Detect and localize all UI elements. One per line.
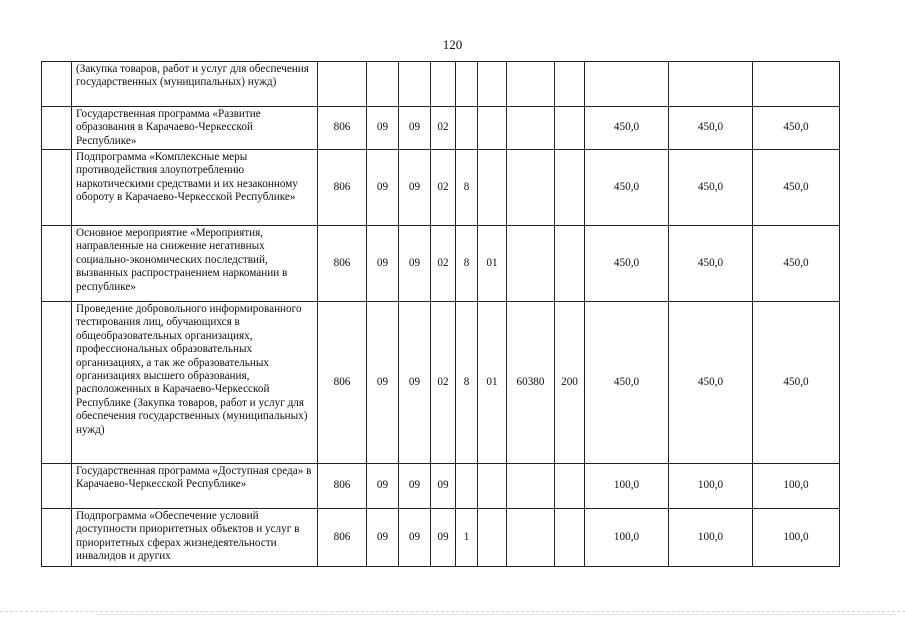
expense-type-cell: 200: [555, 302, 585, 464]
ministry-code-cell: 806: [318, 302, 367, 464]
event-code-cell: [478, 464, 507, 509]
section-code-cell: 09: [367, 509, 399, 567]
program-code-cell: 02: [431, 226, 456, 302]
amount-year1-cell: 100,0: [585, 464, 669, 509]
program-code-cell: 02: [431, 302, 456, 464]
amount-year1-cell: 100,0: [585, 509, 669, 567]
amount-year3-cell: 450,0: [753, 302, 840, 464]
ministry-code-cell: 806: [318, 509, 367, 567]
table-row: [42, 150, 840, 226]
program-code-cell: 09: [431, 509, 456, 567]
footer-divider-secondary: [96, 614, 896, 615]
section-code-cell: 09: [367, 464, 399, 509]
row-index-cell: [42, 302, 72, 464]
program-code-cell: 02: [431, 150, 456, 226]
amount-year1-cell: 450,0: [585, 302, 669, 464]
item-name-cell: Основное мероприятие «Мероприятия, направленные на снижение негативных социально-экономических последствий, вызванных распространением наркомании в республике»: [72, 226, 318, 302]
event-code-cell: 01: [478, 302, 507, 464]
item-name-cell: Проведение добровольного информированного тестирования лиц, обучающихся в общеобразовательных организациях, профессиональных образовательных организациях, а так же образовательных организациях высшего образования, расположенных в Карачаево-Черкесской Республике (Закупка товаров, работ и услуг для обеспечения государственных (муниципальных) нужд): [72, 302, 318, 464]
program-code-cell: 09: [431, 464, 456, 509]
item-name-cell: Подпрограмма «Комплексные меры противодействия злоупотреблению наркотическими средствами и их незаконному обороту в Карачаево-Черкесской Республике»: [72, 150, 318, 226]
expense-type-cell: [555, 150, 585, 226]
subsection-code-cell: 09: [399, 226, 431, 302]
amount-year2-cell: 450,0: [669, 150, 753, 226]
table-row: [42, 226, 840, 302]
amount-year2-cell: 100,0: [669, 464, 753, 509]
section-code-cell: 09: [367, 226, 399, 302]
ministry-code-cell: 806: [318, 464, 367, 509]
amount-year2-cell: 450,0: [669, 302, 753, 464]
table-row: [42, 107, 840, 150]
amount-year3-cell: 100,0: [753, 464, 840, 509]
section-code-cell: 09: [367, 107, 399, 150]
event-code-cell: [478, 62, 507, 107]
expense-type-cell: [555, 464, 585, 509]
row-index-cell: [42, 464, 72, 509]
page-number: 120: [442, 37, 463, 52]
section-code-cell: 09: [367, 302, 399, 464]
event-code-cell: 01: [478, 226, 507, 302]
subsection-code-cell: 09: [399, 150, 431, 226]
expense-type-cell: [555, 62, 585, 107]
row-index-cell: [42, 509, 72, 567]
direction-code-cell: [507, 226, 555, 302]
direction-code-cell: [507, 464, 555, 509]
direction-code-cell: [507, 62, 555, 107]
subprogram-code-cell: 8: [456, 302, 478, 464]
amount-year3-cell: [753, 62, 840, 107]
event-code-cell: [478, 107, 507, 150]
row-index-cell: [42, 107, 72, 150]
subprogram-code-cell: [456, 107, 478, 150]
subsection-code-cell: 09: [399, 302, 431, 464]
expense-type-cell: [555, 107, 585, 150]
subprogram-code-cell: 8: [456, 150, 478, 226]
amount-year1-cell: [585, 62, 669, 107]
amount-year2-cell: [669, 62, 753, 107]
subprogram-code-cell: 1: [456, 509, 478, 567]
item-name-cell: Государственная программа «Доступная среда» в Карачаево-Черкесской Республике»: [72, 464, 318, 509]
program-code-cell: [431, 62, 456, 107]
subsection-code-cell: 09: [399, 107, 431, 150]
budget-table: [41, 61, 840, 567]
subsection-code-cell: 09: [399, 464, 431, 509]
amount-year1-cell: 450,0: [585, 150, 669, 226]
amount-year3-cell: 450,0: [753, 226, 840, 302]
table-row: [42, 464, 840, 509]
table-row: [42, 62, 840, 107]
ministry-code-cell: [318, 62, 367, 107]
row-index-cell: [42, 226, 72, 302]
subprogram-code-cell: [456, 464, 478, 509]
table-row: [42, 302, 840, 464]
table-body: [42, 62, 840, 567]
section-code-cell: 09: [367, 150, 399, 226]
expense-type-cell: [555, 509, 585, 567]
row-index-cell: [42, 150, 72, 226]
direction-code-cell: [507, 150, 555, 226]
subprogram-code-cell: 8: [456, 226, 478, 302]
direction-code-cell: [507, 107, 555, 150]
amount-year3-cell: 450,0: [753, 107, 840, 150]
amount-year1-cell: 450,0: [585, 107, 669, 150]
program-code-cell: 02: [431, 107, 456, 150]
row-index-cell: [42, 62, 72, 107]
table-row: [42, 509, 840, 567]
item-name-cell: Государственная программа «Развитие образования в Карачаево-Черкесской Республике»: [72, 107, 318, 150]
expense-type-cell: [555, 226, 585, 302]
event-code-cell: [478, 509, 507, 567]
ministry-code-cell: 806: [318, 226, 367, 302]
event-code-cell: [478, 150, 507, 226]
subsection-code-cell: [399, 62, 431, 107]
amount-year2-cell: 450,0: [669, 226, 753, 302]
ministry-code-cell: 806: [318, 107, 367, 150]
subprogram-code-cell: [456, 62, 478, 107]
direction-code-cell: [507, 509, 555, 567]
amount-year3-cell: 450,0: [753, 150, 840, 226]
item-name-cell: (Закупка товаров, работ и услуг для обеспечения государственных (муниципальных) нужд): [72, 62, 318, 107]
direction-code-cell: 60380: [507, 302, 555, 464]
amount-year3-cell: 100,0: [753, 509, 840, 567]
amount-year2-cell: 450,0: [669, 107, 753, 150]
section-code-cell: [367, 62, 399, 107]
footer-divider: [0, 611, 905, 612]
item-name-cell: Подпрограмма «Обеспечение условий доступности приоритетных объектов и услуг в приоритетных сферах жизнедеятельности инвалидов и других: [72, 509, 318, 567]
amount-year2-cell: 100,0: [669, 509, 753, 567]
subsection-code-cell: 09: [399, 509, 431, 567]
ministry-code-cell: 806: [318, 150, 367, 226]
amount-year1-cell: 450,0: [585, 226, 669, 302]
